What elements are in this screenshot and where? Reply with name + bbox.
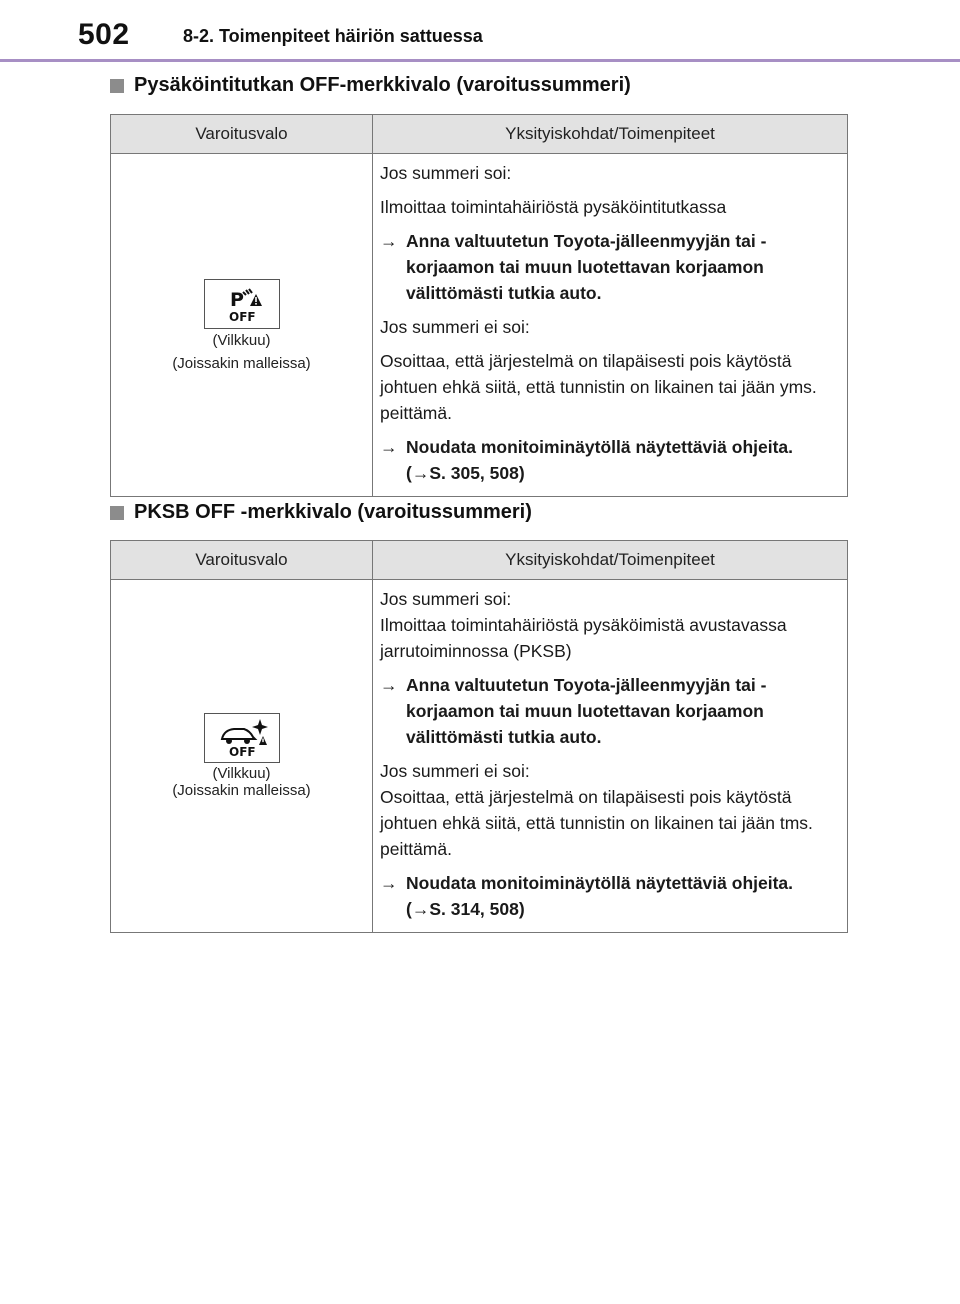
table-row	[111, 580, 848, 933]
section-heading-parking-sensor	[110, 74, 631, 97]
arrow-icon: →	[411, 463, 430, 483]
indication-text: Osoittaa, että järjestelmä on tilapäisesti pois käytöstä johtuen ehkä siitä, että tunnistin on likainen tai jään tms. peittämä.	[380, 787, 813, 859]
action-item	[380, 434, 839, 486]
svg-text:P: P	[229, 288, 244, 311]
blink-caption: (Vilkkuu)	[212, 331, 271, 349]
arrow-icon: →	[380, 873, 398, 893]
column-header-warning-light: Varoitusvalo	[111, 115, 373, 154]
model-caption: (Joissakin malleissa)	[172, 782, 311, 799]
column-header-details: Yksityiskohdat/Toimenpiteet	[373, 541, 848, 580]
details-cell	[373, 154, 848, 497]
page-reference[interactable]: (→S. 305, 508)	[406, 463, 525, 483]
blink-caption: (Vilkkuu)	[212, 765, 271, 782]
indication-text: Ilmoittaa toimintahäiriöstä pysäköintitutkassa	[380, 197, 727, 217]
action-text: Noudata monitoiminäytöllä näytettäviä ohjeita.	[406, 873, 794, 893]
square-bullet-icon	[110, 506, 124, 520]
section-title: Pysäköintitutkan OFF-merkkivalo (varoitussummeri)	[134, 74, 631, 96]
warning-table-pksb	[110, 540, 848, 933]
chapter-title: 8-2. Toimenpiteet häiriön sattuessa	[183, 26, 483, 46]
action-text: Noudata monitoiminäytöllä näytettäviä ohjeita.	[406, 437, 794, 457]
no-buzzer-condition: Jos summeri ei soi:	[380, 317, 530, 337]
indication-text: Osoittaa, että järjestelmä on tilapäisesti pois käytöstä johtuen ehkä siitä, että tunnistin on likainen tai jään yms. peittämä.	[380, 351, 817, 423]
warning-table-parking-sensor	[110, 114, 848, 497]
action-text: Anna valtuutetun Toyota-jälleenmyyjän tai -korjaamon tai muun luotettavan korjaamon välittömästi tutkia auto.	[406, 675, 767, 747]
action-item	[380, 228, 839, 306]
action-text: Anna valtuutetun Toyota-jälleenmyyjän tai -korjaamon tai muun luotettavan korjaamon välittömästi tutkia auto.	[406, 231, 767, 303]
svg-text:OFF: OFF	[228, 745, 256, 759]
pksb-off-icon	[204, 713, 280, 763]
arrow-icon: →	[411, 899, 430, 919]
arrow-icon: →	[380, 675, 398, 695]
parking-sensor-off-icon	[204, 279, 280, 329]
buzzer-condition: Jos summeri soi:	[380, 163, 512, 183]
arrow-icon: →	[380, 437, 398, 457]
column-header-warning-light: Varoitusvalo	[111, 541, 373, 580]
page-number: 502	[78, 18, 130, 51]
model-caption: (Joissakin malleissa)	[172, 354, 311, 372]
warning-light-cell	[111, 580, 373, 933]
table-row	[111, 154, 848, 497]
buzzer-condition: Jos summeri soi:	[380, 589, 512, 609]
warning-light-cell	[111, 154, 373, 497]
indication-text: Ilmoittaa toimintahäiriöstä pysäköimistä avustavassa jarrutoiminnossa (PKSB)	[380, 615, 787, 661]
arrow-icon: →	[380, 231, 398, 251]
table-header-row	[111, 541, 848, 580]
section-heading-pksb	[110, 501, 532, 524]
page-reference[interactable]: (→S. 314, 508)	[406, 899, 525, 919]
action-item	[380, 672, 839, 750]
svg-text:OFF: OFF	[228, 309, 256, 324]
action-item	[380, 870, 839, 922]
no-buzzer-condition: Jos summeri ei soi:	[380, 761, 530, 781]
column-header-details: Yksityiskohdat/Toimenpiteet	[373, 115, 848, 154]
header-rule	[0, 59, 960, 62]
details-cell	[373, 580, 848, 933]
section-title: PKSB OFF -merkkivalo (varoitussummeri)	[134, 501, 532, 523]
page-header	[0, 0, 960, 64]
square-bullet-icon	[110, 79, 124, 93]
table-header-row	[111, 115, 848, 154]
